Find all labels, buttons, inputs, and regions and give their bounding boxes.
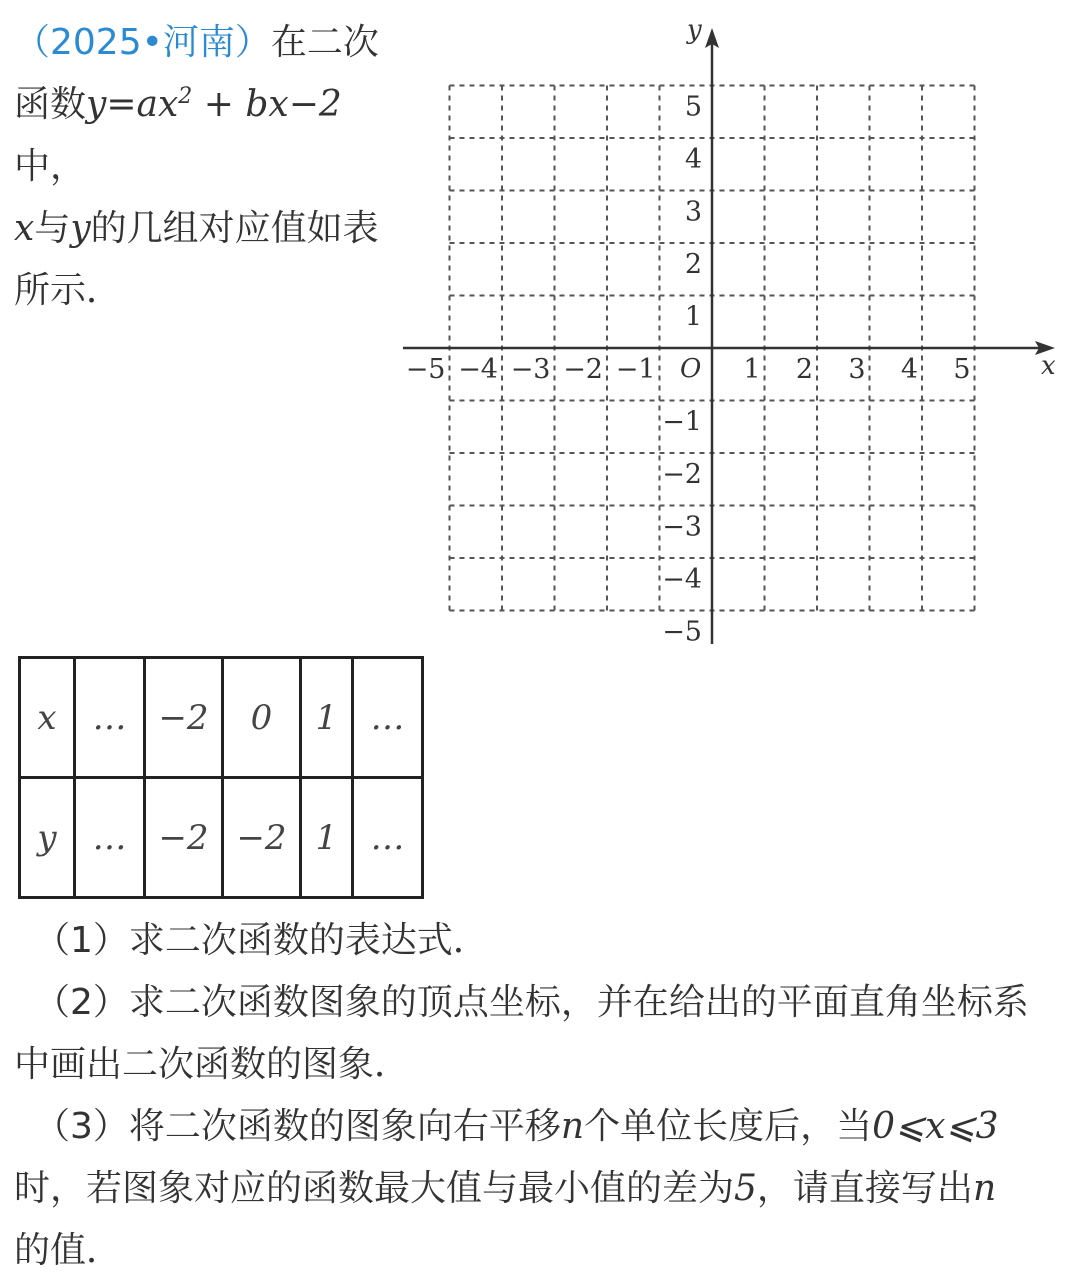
table-row <box>20 778 423 898</box>
question-3-cont: 时，若图象对应的函数最大值与最小值的差为5，请直接写出n <box>14 1168 997 1209</box>
x-tick-label: 1 <box>743 354 761 385</box>
x-tick-label: −4 <box>458 354 498 385</box>
y-tick-label: −5 <box>662 616 702 648</box>
table-cell: … <box>75 658 145 778</box>
table-cell: 0 <box>223 658 301 778</box>
problem-source: （2025•河南） <box>14 22 271 63</box>
question-1: （1）求二次函数的表达式． <box>34 920 489 961</box>
table-cell: … <box>75 778 145 898</box>
x-tick-label: −2 <box>563 354 603 385</box>
question-3-end: 的值． <box>14 1230 123 1271</box>
x-tick-label: −3 <box>510 354 551 385</box>
table-cell: −2 <box>145 658 223 778</box>
x-tick-label: −1 <box>615 354 656 385</box>
question-2: （2）求二次函数图象的顶点坐标，并在给出的平面直角坐标系 <box>34 982 1029 1023</box>
y-tick-label: −2 <box>662 459 702 490</box>
y-tick-label: 2 <box>684 249 702 280</box>
table-cell: 1 <box>301 778 353 898</box>
x-tick-label: 3 <box>848 354 866 385</box>
value-table <box>18 656 424 899</box>
function-equation: $y=ax^2 + bx-2$ <box>86 84 342 125</box>
y-tick-label: 5 <box>684 91 702 123</box>
table-cell: 1 <box>301 658 353 778</box>
x-tick-label: 5 <box>953 354 971 385</box>
y-tick-label: 4 <box>684 144 702 175</box>
question-2-cont: 中画出二次函数的图象． <box>14 1044 411 1085</box>
table-cell: −2 <box>145 778 223 898</box>
y-axis-label: y <box>687 15 702 45</box>
x-tick-label: −5 <box>405 354 446 385</box>
x-axis-label: x <box>1041 351 1056 381</box>
table-cell: … <box>353 778 423 898</box>
x-tick-label: 2 <box>795 354 813 385</box>
table-cell: x <box>20 658 75 778</box>
table-cell: −2 <box>223 778 301 898</box>
table-cell: … <box>353 658 423 778</box>
table-row <box>20 658 423 778</box>
y-tick-label: −3 <box>662 511 702 543</box>
questions <box>14 910 1064 1282</box>
problem-intro: （2025•河南）在二次 函数$y=ax^2 + bx-2$中， x与y的几组对应值如表 所示． <box>14 22 379 311</box>
question-3: （3）将二次函数的图象向右平移n个单位长度后，当0⩽x⩽3 <box>34 1106 999 1147</box>
y-tick-label: −1 <box>662 406 702 438</box>
origin-label: O <box>680 354 702 384</box>
y-tick-label: 1 <box>684 301 702 333</box>
y-tick-label: −4 <box>662 564 702 595</box>
x-tick-label: 4 <box>900 354 918 385</box>
y-tick-label: 3 <box>684 196 702 228</box>
coordinate-grid <box>395 12 1065 652</box>
table-cell: y <box>20 778 75 898</box>
